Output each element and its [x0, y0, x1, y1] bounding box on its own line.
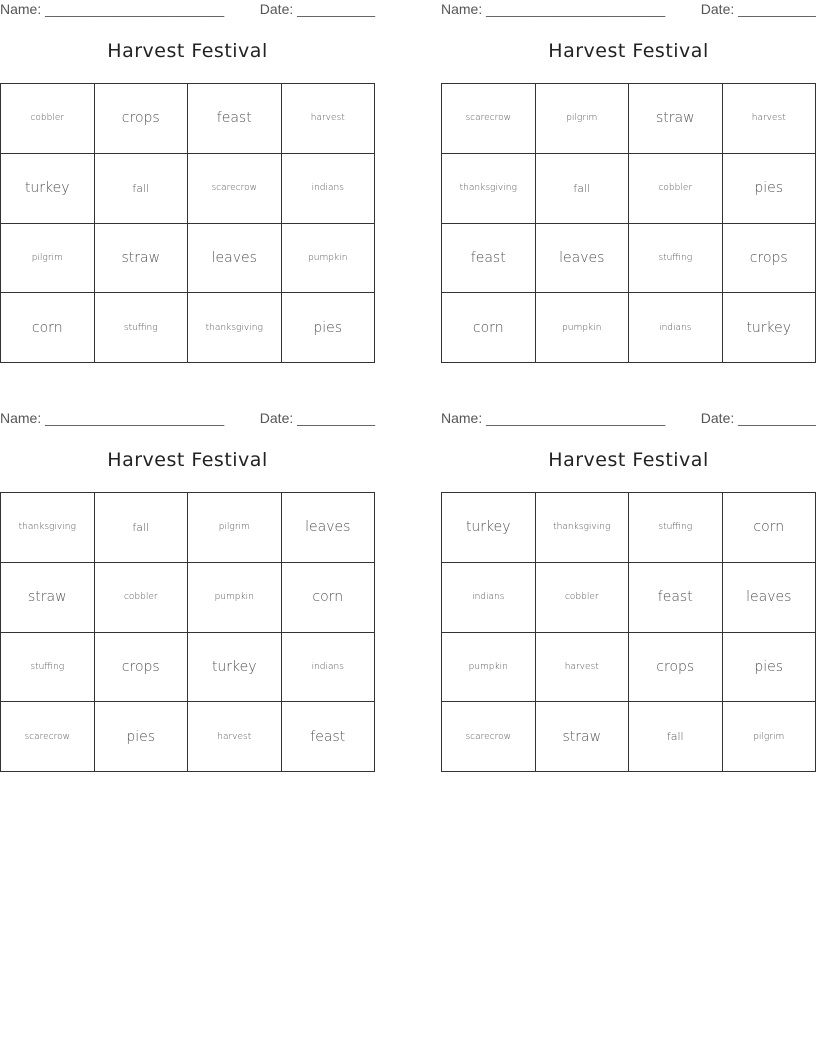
name-field[interactable]: Name: _______________________ — [441, 410, 666, 426]
bingo-cell: stuffing — [1, 633, 95, 703]
card-title: Harvest Festival — [107, 449, 268, 471]
date-field[interactable]: Date: __________ — [700, 410, 816, 426]
bingo-cell: corn — [1, 293, 95, 363]
bingo-cell: fall — [536, 154, 630, 224]
name-field[interactable]: Name: _______________________ — [0, 1, 225, 17]
bingo-cell: cobbler — [1, 84, 95, 154]
bingo-cell: pies — [95, 702, 189, 772]
bingo-cell: pilgrim — [188, 493, 282, 563]
bingo-cell: thanksgiving — [442, 154, 536, 224]
bingo-cell: indians — [629, 293, 723, 363]
bingo-cell: crops — [95, 633, 189, 703]
bingo-cell: turkey — [723, 293, 816, 363]
bingo-cell: thanksgiving — [1, 493, 95, 563]
bingo-cell: fall — [95, 493, 189, 563]
name-date-row — [0, 410, 375, 430]
bingo-card — [0, 409, 375, 789]
bingo-cell: harvest — [282, 84, 376, 154]
bingo-cell: corn — [442, 293, 536, 363]
bingo-cell: leaves — [536, 224, 630, 294]
bingo-cell: harvest — [723, 84, 816, 154]
bingo-cell: scarecrow — [188, 154, 282, 224]
bingo-cell: pumpkin — [282, 224, 376, 294]
bingo-cell: cobbler — [536, 563, 630, 633]
card-title: Harvest Festival — [548, 40, 709, 62]
bingo-cell: pilgrim — [723, 702, 816, 772]
bingo-cell: pilgrim — [536, 84, 630, 154]
name-date-row — [441, 410, 816, 430]
bingo-cell: stuffing — [95, 293, 189, 363]
bingo-cell: fall — [629, 702, 723, 772]
bingo-cell: feast — [442, 224, 536, 294]
bingo-cell: feast — [282, 702, 376, 772]
bingo-cell: pies — [723, 154, 816, 224]
bingo-cell: straw — [95, 224, 189, 294]
name-field[interactable]: Name: _______________________ — [0, 410, 225, 426]
bingo-cell: cobbler — [95, 563, 189, 633]
bingo-cell: turkey — [442, 493, 536, 563]
bingo-cell: scarecrow — [442, 702, 536, 772]
date-field[interactable]: Date: __________ — [700, 1, 816, 17]
bingo-cell: feast — [629, 563, 723, 633]
name-date-row — [441, 1, 816, 21]
card-title: Harvest Festival — [107, 40, 268, 62]
bingo-cell: pumpkin — [442, 633, 536, 703]
bingo-cell: straw — [629, 84, 723, 154]
bingo-cell: scarecrow — [442, 84, 536, 154]
date-field[interactable]: Date: __________ — [259, 1, 375, 17]
bingo-cell: indians — [282, 154, 376, 224]
bingo-card — [441, 0, 816, 380]
bingo-grid — [0, 492, 375, 772]
bingo-cell: crops — [95, 84, 189, 154]
bingo-cell: indians — [282, 633, 376, 703]
bingo-cell: pumpkin — [188, 563, 282, 633]
bingo-cell: pies — [282, 293, 376, 363]
bingo-cell: turkey — [1, 154, 95, 224]
name-field[interactable]: Name: _______________________ — [441, 1, 666, 17]
bingo-cell: pumpkin — [536, 293, 630, 363]
bingo-cell: stuffing — [629, 493, 723, 563]
bingo-cell: cobbler — [629, 154, 723, 224]
bingo-cell: pilgrim — [1, 224, 95, 294]
bingo-cell: harvest — [188, 702, 282, 772]
bingo-card — [441, 409, 816, 789]
bingo-cell: straw — [1, 563, 95, 633]
bingo-grid — [0, 83, 375, 363]
bingo-cell: thanksgiving — [188, 293, 282, 363]
bingo-cell: leaves — [188, 224, 282, 294]
bingo-grid — [441, 83, 816, 363]
bingo-cell: corn — [282, 563, 376, 633]
bingo-cell: feast — [188, 84, 282, 154]
bingo-grid — [441, 492, 816, 772]
bingo-cell: corn — [723, 493, 816, 563]
bingo-card — [0, 0, 375, 380]
card-title: Harvest Festival — [548, 449, 709, 471]
date-field[interactable]: Date: __________ — [259, 410, 375, 426]
bingo-cell: leaves — [723, 563, 816, 633]
name-date-row — [0, 1, 375, 21]
bingo-cell: fall — [95, 154, 189, 224]
bingo-cell: leaves — [282, 493, 376, 563]
bingo-cell: thanksgiving — [536, 493, 630, 563]
bingo-cell: indians — [442, 563, 536, 633]
bingo-cell: crops — [629, 633, 723, 703]
bingo-cell: straw — [536, 702, 630, 772]
bingo-cell: harvest — [536, 633, 630, 703]
bingo-cell: scarecrow — [1, 702, 95, 772]
bingo-cell: stuffing — [629, 224, 723, 294]
bingo-cell: crops — [723, 224, 816, 294]
bingo-cell: turkey — [188, 633, 282, 703]
bingo-cell: pies — [723, 633, 816, 703]
